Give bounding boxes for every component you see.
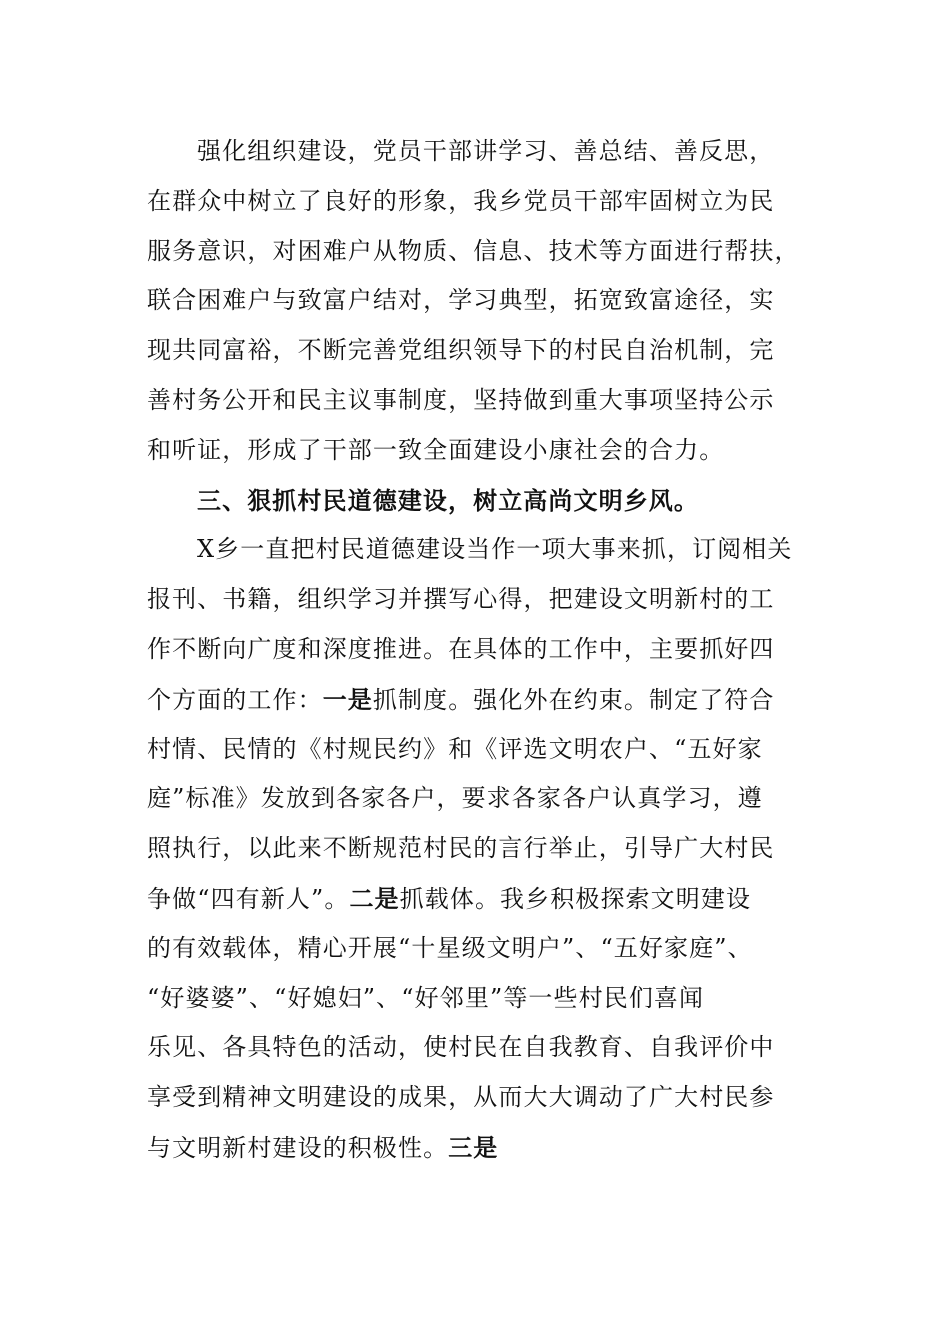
text-segment: 照执行，以此来不断规范村民的言行举止，引导广大村民	[147, 834, 775, 863]
text-segment: X乡一直把村民道德建设当作一项大事来抓，订阅相关	[197, 535, 793, 564]
text-segment: 争做“四有新人”。	[147, 884, 350, 913]
text-segment: 享受到精神文明建设的成果，从而大大调动了广大村民参	[147, 1083, 775, 1112]
text-line	[147, 376, 827, 426]
text-line	[147, 326, 827, 376]
text-segment: 作不断向广度和深度推进。在具体的工作中，主要抓好四	[147, 634, 775, 663]
text-segment: 强化组织建设，党员干部讲学习、善总结、善反思，	[197, 137, 775, 165]
text-segment: 和听证，形成了干部一致全面建设小康社会的合力。	[147, 435, 725, 464]
text-line	[147, 227, 827, 277]
text-segment: 报刊、书籍，组织学习并撰写心得，把建设文明新村的工	[147, 585, 775, 614]
text-segment: “好婆婆”、“好媳妇”、“好邻里”等一些村民们喜闻	[147, 983, 705, 1012]
document-page	[147, 127, 827, 1173]
text-line	[147, 276, 827, 326]
text-segment: 与文明新村建设的积极性。	[147, 1133, 449, 1162]
text-line	[147, 974, 827, 1024]
text-segment: 个方面的工作：	[147, 685, 323, 714]
text-segment: 在群众中树立了良好的形象，我乡党员干部牢固树立为民	[147, 186, 775, 215]
text-segment: 村情、民情的《村规民约》和《评选文明农户、“五好家	[147, 734, 763, 763]
text-segment: 抓载体。我乡积极探索文明建设	[399, 884, 752, 913]
text-line	[147, 824, 827, 874]
bold-text: 三是	[448, 1132, 499, 1162]
text-segment: 服务意识，对困难户从物质、信息、技术等方面进行帮扶，	[147, 236, 800, 265]
text-line	[147, 426, 827, 476]
text-line	[147, 625, 827, 675]
text-line	[147, 177, 827, 227]
text-segment: 抓制度。强化外在约束。制定了符合	[372, 685, 775, 714]
text-line	[147, 675, 827, 725]
text-segment: 庭”标准》发放到各家各户，要求各家各户认真学习，遵	[147, 784, 763, 813]
text-segment: 的有效载体，精心开展“十星级文明户”、“五好家庭”、	[147, 933, 753, 962]
text-line	[147, 575, 827, 625]
text-segment: 乐见、各具特色的活动，使村民在自我教育、自我评价中	[147, 1033, 775, 1062]
bold-text: 三、狠抓村民道德建设，树立高尚文明乡风。	[197, 485, 699, 515]
text-segment: 善村务公开和民主议事制度，坚持做到重大事项坚持公示	[147, 385, 775, 414]
text-line	[147, 127, 827, 177]
text-line	[147, 1123, 827, 1173]
bold-text: 二是	[349, 883, 400, 913]
text-line	[147, 725, 827, 775]
text-line	[147, 1073, 827, 1123]
text-line	[147, 874, 827, 924]
text-segment: 现共同富裕，不断完善党组织领导下的村民自治机制，完	[147, 336, 775, 365]
text-line	[147, 525, 827, 575]
text-line	[147, 774, 827, 824]
text-line	[147, 1023, 827, 1073]
bold-text: 一是	[322, 684, 373, 714]
text-line	[147, 924, 827, 974]
text-segment: 联合困难户与致富户结对，学习典型，拓宽致富途径，实	[147, 286, 775, 315]
section-heading	[147, 476, 827, 526]
